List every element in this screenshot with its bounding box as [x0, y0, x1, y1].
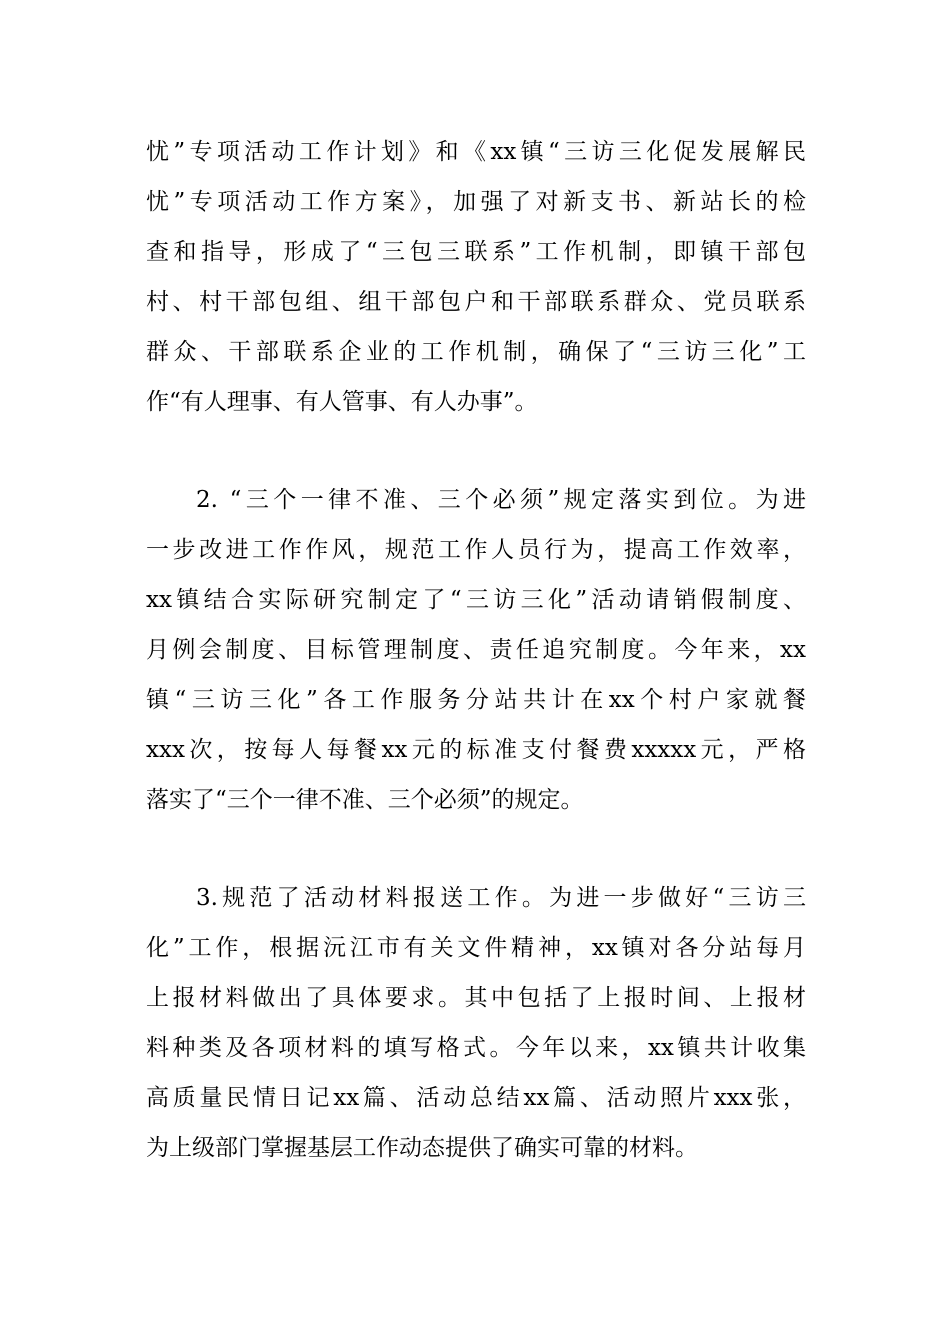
paragraph-line: xx镇结合实际研究制定了“三访三化”活动请销假制度、: [146, 587, 806, 613]
paragraph-line: 查和指导，形成了“三包三联系”工作机制，即镇干部包: [146, 239, 806, 265]
paragraph-line: 落实了“三个一律不准、三个必须”的规定。: [146, 787, 584, 813]
paragraph-line: 3.规范了活动材料报送工作。为进一步做好“三访三: [196, 885, 806, 911]
paragraph-line: 群众、干部联系企业的工作机制，确保了“三访三化”工: [146, 339, 806, 365]
paragraph-line: 作“有人理事、有人管事、有人办事”。: [146, 389, 538, 415]
paragraph-line: 忧”专项活动工作方案》，加强了对新支书、新站长的检: [146, 189, 806, 215]
paragraph-line: 镇“三访三化”各工作服务分站共计在xx个村户家就餐: [146, 687, 806, 713]
paragraph-line: 上报材料做出了具体要求。其中包括了上报时间、上报材: [146, 985, 806, 1011]
paragraph-line: xxx次，按每人每餐xx元的标准支付餐费xxxxx元，严格: [146, 737, 806, 763]
paragraph-line: 化”工作，根据沅江市有关文件精神，xx镇对各分站每月: [146, 935, 806, 961]
paragraph-line: 高质量民情日记xx篇、活动总结xx篇、活动照片xxx张，: [146, 1085, 806, 1111]
paragraph-line: 一步改进工作作风，规范工作人员行为，提高工作效率，: [146, 537, 806, 563]
paragraph-line: 村、村干部包组、组干部包户和干部联系群众、党员联系: [146, 289, 806, 315]
paragraph-line: 料种类及各项材料的填写格式。今年以来，xx镇共计收集: [146, 1035, 806, 1061]
paragraph-line: 为上级部门掌握基层工作动态提供了确实可靠的材料。: [146, 1135, 698, 1161]
paragraph-line: 忧”专项活动工作计划》和《xx镇“三访三化促发展解民: [146, 139, 806, 165]
paragraph-line: 月例会制度、目标管理制度、责任追究制度。今年来，xx: [146, 637, 806, 663]
paragraph-line: 2. “三个一律不准、三个必须”规定落实到位。为进: [196, 487, 806, 513]
